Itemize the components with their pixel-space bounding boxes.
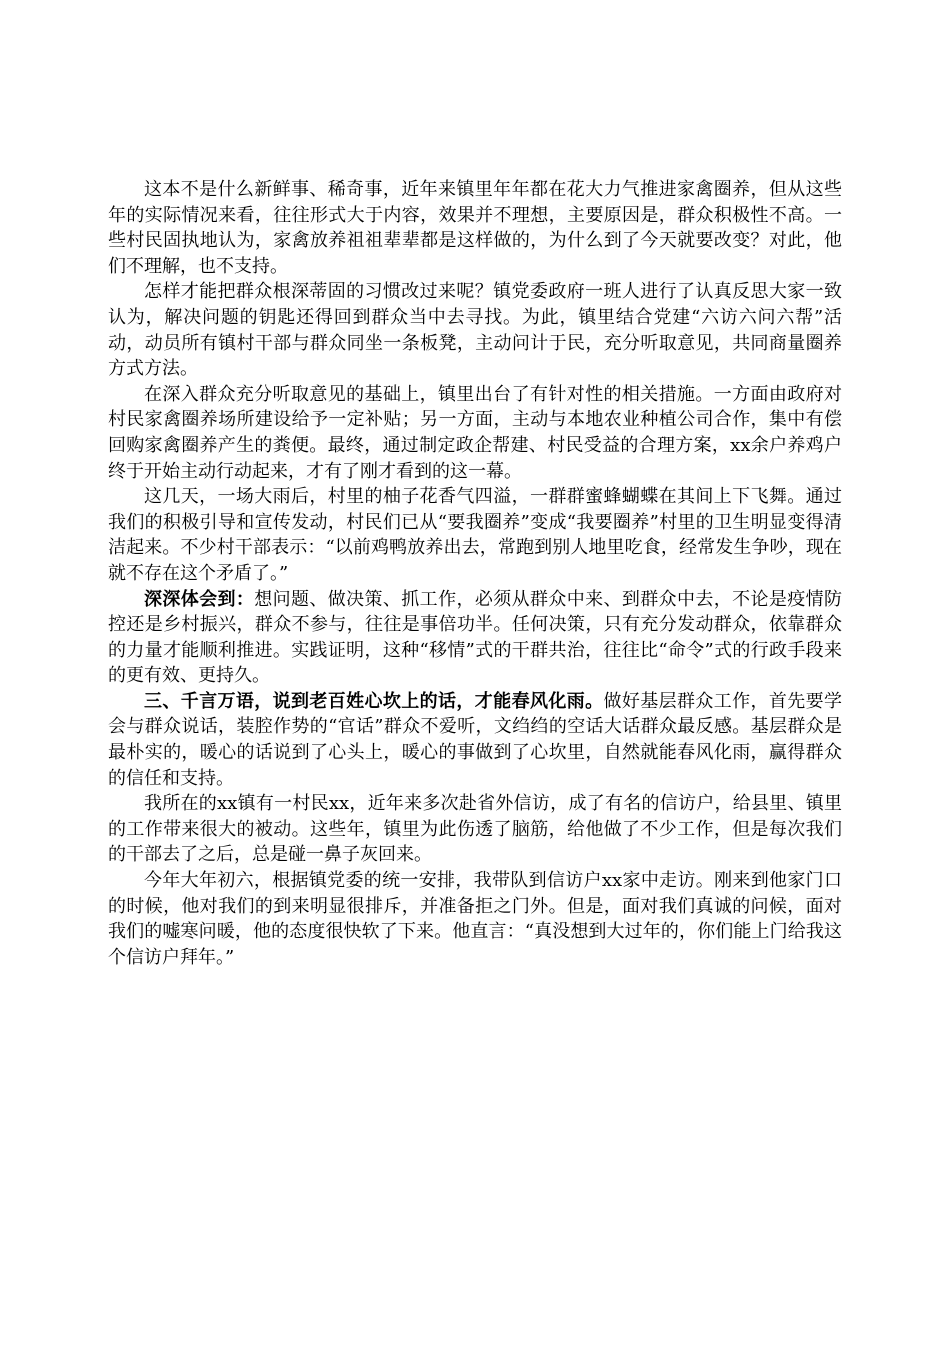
paragraph-text: 做好基层群众工作，首先要学会与群众说话，装腔作势的“官话”群众不爱听，文绉绉的空话大话群众最反感。基层群众是最朴实的，暖心的话说到了心头上，暖心的事做到了心坎里，自然就能春风化雨，赢得群众的信任和支持。 <box>108 690 843 789</box>
paragraph-4 <box>108 484 842 586</box>
paragraph-7 <box>108 791 842 868</box>
section-heading: 三、千言万语，说到老百姓心坎上的话，才能春风化雨。 <box>144 690 604 712</box>
paragraph-text: 怎样才能把群众根深蒂固的习惯改过来呢？镇党委政府一班人进行了认真反思大家一致认为，解决问题的钥匙还得回到群众当中去寻找。为此，镇里结合党建“六访六问六帮”活动，动员所有镇村干部与群众同坐一条板凳，主动问计于民，充分听取意见，共同商量圈养方式方法。 <box>108 281 842 380</box>
paragraph-5 <box>108 587 842 689</box>
paragraph-2 <box>108 279 842 381</box>
paragraph-text: 在深入群众充分听取意见的基础上，镇里出台了有针对性的相关措施。一方面由政府对村民家禽圈养场所建设给予一定补贴；另一方面，主动与本地农业种植公司合作，集中有偿回购家禽圈养产生的粪便。最终，通过制定政企帮建、村民受益的合理方案，xx余户养鸡户终于开始主动行动起来，才有了刚才看到的这一幕。 <box>108 383 842 482</box>
paragraph-3 <box>108 382 842 484</box>
paragraph-6 <box>108 689 842 791</box>
paragraph-text: 我所在的xx镇有一村民xx，近年来多次赴省外信访，成了有名的信访户，给县里、镇里的工作带来很大的被动。这些年，镇里为此伤透了脑筋，给他做了不少工作，但是每次我们的干部去了之后，总是碰一鼻子灰回来。 <box>108 793 842 866</box>
paragraph-text: 这本不是什么新鲜事、稀奇事，近年来镇里年年都在花大力气推进家禽圈养，但从这些年的实际情况来看，往往形式大于内容，效果并不理想，主要原因是，群众积极性不高。一些村民固执地认为，家禽放养祖祖辈辈都是这样做的，为什么到了今天就要改变？对此，他们不理解，也不支持。 <box>108 179 842 277</box>
paragraph-8 <box>108 868 842 970</box>
paragraph-text: 这几天，一场大雨后，村里的柚子花香气四溢，一群群蜜蜂蝴蝶在其间上下飞舞。通过我们的积极引导和宣传发动，村民们已从“要我圈养”变成“我要圈养”村里的卫生明显变得清洁起来。不少村干部表示：“以前鸡鸭放养出去，常跑到别人地里吃食，经常发生争吵，现在就不存在这个矛盾了。” <box>108 486 842 584</box>
document-body <box>108 177 842 970</box>
paragraph-text: 今年大年初六，根据镇党委的统一安排，我带队到信访户xx家中走访。刚来到他家门口的时候，他对我们的到来明显很排斥，并准备拒之门外。但是，面对我们真诚的问候，面对我们的嘘寒问暖，他的态度很快软了下来。他直言：“真没想到大过年的，你们能上门给我这个信访户拜年。” <box>108 870 842 968</box>
paragraph-1 <box>108 177 842 279</box>
paragraph-text: 想问题、做决策、抓工作，必须从群众中来、到群众中去，不论是疫情防控还是乡村振兴，群众不参与，往往是事倍功半。任何决策，只有充分发动群众，依靠群众的力量才能顺利推进。实践证明，这种“移情”式的干群共治，往往比“命令”式的行政手段来的更有效、更持久。 <box>108 588 843 687</box>
paragraph-lead: 深深体会到： <box>144 588 255 610</box>
